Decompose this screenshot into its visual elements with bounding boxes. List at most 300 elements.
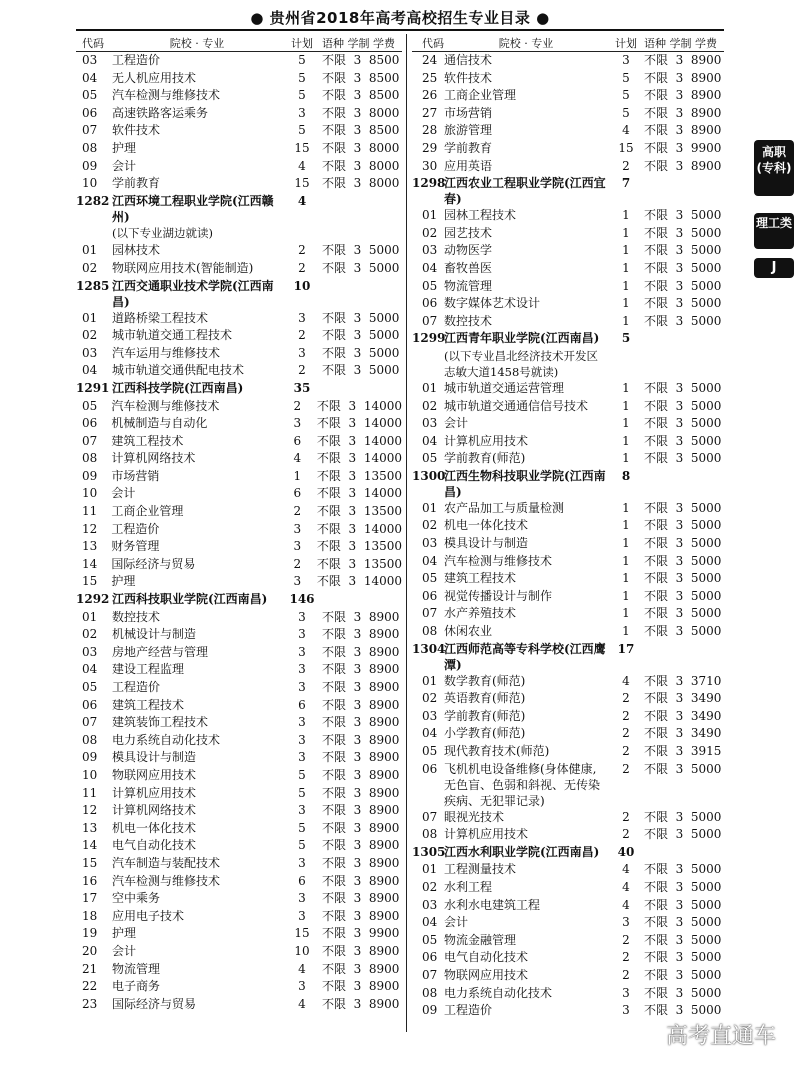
plan-cell: 3 [298, 105, 306, 120]
plan-cell: 1 [622, 433, 630, 448]
code-cell: 01 [82, 310, 98, 325]
major-row [76, 873, 402, 891]
code-cell: 05 [422, 451, 438, 466]
name-cell: 护理 [111, 574, 136, 589]
major-row [412, 985, 724, 1003]
major-row [412, 535, 724, 553]
code-cell: 08 [422, 827, 438, 842]
code-cell: 25 [422, 70, 438, 85]
code-cell: 07 [422, 606, 438, 621]
major-row [412, 450, 724, 468]
plan-cell: 1 [622, 243, 630, 258]
major-row [412, 553, 724, 571]
major-row [412, 225, 724, 243]
info-cell: 不限 3 3490 [644, 691, 722, 706]
info-cell: 不限 3 5000 [644, 897, 722, 912]
code-cell: 12 [82, 521, 98, 536]
major-row [76, 925, 402, 943]
code-cell: 12 [82, 803, 98, 818]
info-cell: 不限 3 5000 [644, 761, 722, 776]
plan-cell: 1 [622, 451, 630, 466]
header-code: 代码 [422, 36, 444, 50]
info-cell: 不限 3 8900 [322, 873, 400, 888]
major-row [76, 485, 402, 503]
info-cell: 不限 3 5000 [644, 553, 722, 568]
plan-cell: 2 [622, 708, 630, 723]
major-row [76, 140, 402, 158]
major-row [76, 837, 402, 855]
major-row [76, 345, 402, 363]
name-cell: 物流管理 [444, 278, 493, 293]
name-cell: 电力系统自动化技术 [112, 732, 221, 747]
name-cell: 模具设计与制造 [444, 536, 529, 551]
name-cell: 汽车检测与维修技术 [444, 553, 553, 568]
info-cell: 不限 3 3710 [644, 673, 722, 688]
watermark: 高考直通车 [665, 1024, 776, 1049]
name-cell: 物联网应用技术 [444, 967, 529, 982]
plan-cell: 5 [298, 767, 306, 782]
plan-cell: 2 [622, 744, 630, 758]
info-cell: 不限 3 9900 [322, 926, 400, 941]
code-cell: 08 [82, 732, 98, 747]
info-cell: 不限 3 8900 [322, 662, 400, 677]
major-row [76, 450, 402, 468]
code-cell: 05 [422, 278, 438, 293]
code-cell: 01 [422, 500, 438, 515]
info-cell: 不限 3 5000 [322, 260, 400, 275]
name-cell: 建设工程监理 [112, 662, 185, 677]
major-row [76, 70, 402, 88]
major-row [412, 260, 724, 278]
code-cell: 03 [422, 708, 438, 723]
major-row [76, 242, 402, 260]
name-cell: 农产品加工与质量检测 [444, 500, 565, 515]
plan-cell: 1 [293, 468, 302, 483]
name-cell: 会计 [112, 943, 137, 958]
name-cell: 机电一体化技术 [444, 518, 529, 533]
info-cell: 不限 3 5000 [322, 363, 400, 378]
name-cell: 视觉传播设计与制作 [444, 588, 553, 603]
major-row [412, 673, 724, 691]
plan-cell: 10 [293, 278, 311, 293]
name-cell: 汽车检测与维修技术 [112, 88, 221, 103]
plan-cell: 2 [622, 809, 630, 824]
info-cell: 不限 3 8900 [322, 785, 400, 800]
plan-cell: 1 [622, 208, 630, 223]
plan-cell: 4 [622, 897, 630, 912]
name-cell: 机电一体化技术 [112, 820, 197, 835]
plan-cell: 15 [618, 140, 634, 155]
name-cell: 电气自动化技术 [112, 838, 197, 853]
major-row [412, 278, 724, 296]
plan-cell: 146 [289, 592, 315, 607]
info-cell: 不限 3 5000 [644, 606, 722, 621]
name-cell: 数学教育(师范) [444, 673, 526, 688]
plan-cell: 1 [622, 500, 630, 515]
info-cell: 不限 3 8900 [644, 105, 722, 120]
info-cell: 不限 3 8900 [322, 609, 400, 624]
page-title: ● 贵州省2018年高考高校招生专业目录 ● [250, 9, 550, 27]
code-cell: 04 [82, 363, 98, 378]
header-code: 代码 [82, 36, 104, 50]
plan-cell: 15 [294, 140, 310, 155]
major-row [412, 897, 724, 915]
name-cell: 飞机机电设备维修(身体健康,无色盲、色弱和斜视、无传染疾病、无犯罪记录) [444, 761, 601, 808]
name-cell: 园林工程技术 [444, 208, 517, 223]
name-cell: 学前教育 [112, 176, 161, 191]
info-cell: 不限 3 5000 [644, 380, 722, 395]
plan-cell: 3 [622, 1003, 630, 1018]
school-row [76, 193, 402, 225]
plan-cell: 5 [298, 123, 306, 138]
right-table-header [412, 34, 724, 52]
code-cell: 07 [82, 433, 98, 448]
plan-cell: 2 [622, 827, 630, 842]
code-cell: 03 [82, 644, 98, 659]
code-cell: 08 [422, 624, 438, 639]
code-cell: 05 [422, 932, 438, 947]
name-cell: 畜牧兽医 [444, 260, 493, 275]
name-cell: 护理 [112, 926, 137, 941]
plan-cell: 5 [298, 785, 306, 800]
header-name: 院校 · 专业 [498, 36, 554, 50]
tab-vocational[interactable]: 高职(专科) [754, 140, 794, 196]
major-row [76, 996, 402, 1014]
name-cell: 物联网应用技术 [112, 767, 197, 782]
plan-cell: 4 [622, 123, 630, 138]
plan-cell: 7 [621, 176, 631, 191]
info-cell: 不限 3 8900 [644, 53, 722, 67]
school-row [412, 175, 724, 207]
name-cell: 电气自动化技术 [444, 950, 529, 965]
code-cell: 1292 [76, 592, 110, 607]
major-row [412, 690, 724, 708]
school-row [76, 591, 402, 609]
plan-cell: 6 [298, 697, 306, 712]
info-cell: 不限 3 8900 [322, 627, 400, 642]
code-cell: 04 [422, 260, 438, 275]
name-cell: 工程测量技术 [444, 862, 517, 877]
info-cell: 不限 3 5000 [644, 518, 722, 533]
major-row [412, 932, 724, 950]
major-row [76, 697, 402, 715]
name-cell: 国际经济与贸易 [112, 996, 197, 1011]
info-cell: 不限 3 8000 [322, 176, 400, 191]
plan-cell: 4 [298, 158, 306, 173]
code-cell: 09 [82, 468, 98, 483]
plan-cell: 5 [298, 88, 306, 103]
code-cell: 08 [422, 985, 438, 1000]
plan-cell: 3 [298, 345, 306, 360]
major-row [76, 679, 402, 697]
title-rule [76, 29, 724, 31]
plan-cell: 4 [297, 193, 307, 208]
info-cell: 不限 3 8900 [322, 838, 400, 853]
major-row [412, 207, 724, 225]
code-cell: 06 [422, 296, 438, 311]
code-cell: 06 [422, 588, 438, 603]
code-cell: 1282 [76, 193, 110, 208]
name-cell: 学前教育(师范) [444, 708, 526, 723]
plan-cell: 15 [294, 926, 310, 941]
code-cell: 06 [82, 416, 98, 431]
info-cell: 不限 3 5000 [644, 588, 722, 603]
plan-cell: 4 [298, 961, 306, 976]
info-cell: 不限 3 5000 [644, 862, 722, 877]
name-cell: 电力系统自动化技术 [444, 985, 553, 1000]
school-row [76, 380, 402, 398]
code-cell: 04 [422, 726, 438, 741]
name-cell: 小学教育(师范) [444, 726, 526, 741]
plan-cell: 2 [622, 761, 630, 776]
code-cell: 02 [422, 691, 438, 706]
code-cell: 15 [82, 855, 98, 870]
code-cell: 1298 [412, 176, 446, 191]
name-cell: 国际经济与贸易 [111, 556, 196, 571]
code-cell: 03 [422, 416, 438, 431]
info-cell: 不限 3 14000 [316, 433, 402, 448]
code-cell: 07 [82, 715, 98, 730]
info-cell: 不限 3 5000 [644, 932, 722, 947]
code-cell: 24 [422, 53, 438, 67]
name-cell: 通信技术 [444, 53, 493, 67]
plan-cell: 3 [293, 521, 302, 536]
major-row [76, 175, 402, 193]
header-name: 院校 · 专业 [169, 36, 225, 50]
name-cell: 汽车检测与维修技术 [111, 398, 220, 413]
header-info: 语种 学制 学费 [644, 36, 717, 50]
code-cell: 06 [422, 761, 438, 776]
code-cell: 02 [82, 260, 98, 275]
plan-cell: 1 [622, 398, 630, 413]
plan-cell: 2 [622, 967, 630, 982]
name-cell: 软件技术 [112, 123, 161, 138]
name-cell: 工程造价 [111, 521, 160, 536]
major-row [412, 158, 724, 176]
major-row [412, 52, 724, 70]
major-row [76, 105, 402, 123]
name-cell: 水产养殖技术 [444, 606, 517, 621]
plan-cell: 5 [621, 331, 631, 346]
name-cell: 护理 [112, 140, 137, 155]
major-row [412, 570, 724, 588]
code-cell: 14 [82, 556, 98, 571]
code-cell: 30 [422, 158, 438, 173]
major-row [76, 908, 402, 926]
major-row [412, 605, 724, 623]
name-cell: 计算机网络技术 [112, 803, 197, 818]
plan-cell: 6 [293, 486, 302, 501]
column-divider [406, 34, 407, 1032]
plan-cell: 1 [622, 416, 630, 431]
plan-cell: 2 [622, 950, 630, 965]
plan-cell: 5 [298, 838, 306, 853]
name-cell: 江西生物科技职业学院(江西南昌) [444, 468, 606, 499]
school-row [412, 641, 724, 673]
plan-cell: 2 [298, 243, 306, 258]
code-cell: 02 [82, 627, 98, 642]
major-row [412, 861, 724, 879]
right-rows [412, 52, 724, 1020]
info-cell: 不限 3 8900 [322, 803, 400, 818]
code-cell: 04 [422, 915, 438, 930]
name-cell: 会计 [112, 158, 137, 173]
major-row [76, 749, 402, 767]
plan-cell: 1 [622, 536, 630, 551]
code-cell: 1299 [412, 331, 446, 346]
name-cell: 工商企业管理 [444, 88, 517, 103]
name-cell: 城市轨道交通运营管理 [444, 380, 565, 395]
code-cell: 06 [82, 697, 98, 712]
header-plan: 计划 [291, 36, 313, 50]
info-cell: 不限 3 5000 [644, 536, 722, 551]
name-cell: 水利工程 [444, 879, 493, 894]
major-row [412, 398, 724, 416]
name-cell: 应用英语 [444, 158, 493, 173]
major-row [76, 978, 402, 996]
name-cell: 江西师范高等专科学校(江西鹰潭) [444, 641, 606, 672]
code-cell: 19 [82, 926, 98, 941]
code-cell: 05 [82, 398, 98, 413]
plan-cell: 5 [298, 53, 306, 67]
info-cell: 不限 3 5000 [644, 1003, 722, 1018]
info-cell: 不限 3 8500 [322, 53, 400, 67]
plan-cell: 4 [622, 673, 630, 688]
name-cell: 汽车运用与维修技术 [112, 345, 221, 360]
major-row [76, 503, 402, 521]
info-cell: 不限 3 5000 [644, 313, 722, 328]
major-row [412, 87, 724, 105]
tab-letter-j[interactable]: J [754, 258, 794, 278]
code-cell: 1305 [412, 844, 446, 859]
code-cell: 09 [82, 750, 98, 765]
code-cell: 10 [82, 176, 98, 191]
name-cell: 建筑工程技术 [444, 571, 517, 586]
code-cell: 20 [82, 943, 98, 958]
info-cell: 不限 3 8900 [322, 750, 400, 765]
header-info: 语种 学制 学费 [322, 36, 395, 50]
code-cell: 04 [82, 70, 98, 85]
info-cell: 不限 3 14000 [316, 574, 402, 589]
plan-cell: 3 [298, 627, 306, 642]
plan-cell: 1 [622, 518, 630, 533]
major-row [76, 327, 402, 345]
plan-cell: 2 [298, 260, 306, 275]
name-cell: 物联网应用技术(智能制造) [112, 260, 254, 275]
code-cell: 1291 [76, 380, 110, 395]
header-plan: 计划 [615, 36, 637, 50]
name-cell: 空中乘务 [112, 891, 161, 906]
left-column [76, 34, 402, 1013]
major-row [76, 433, 402, 451]
info-cell: 不限 3 5000 [644, 950, 722, 965]
info-cell: 不限 3 3915 [644, 744, 722, 758]
major-row [76, 802, 402, 820]
code-cell: 05 [422, 571, 438, 586]
major-row [76, 122, 402, 140]
info-cell: 不限 3 8900 [322, 891, 400, 906]
code-cell: 11 [82, 504, 98, 519]
code-cell: 08 [82, 451, 98, 466]
name-cell: 市场营销 [111, 468, 160, 483]
major-row [412, 809, 724, 827]
code-cell: 15 [82, 574, 98, 589]
code-cell: 1285 [76, 278, 110, 293]
name-cell: 数字媒体艺术设计 [444, 296, 541, 311]
info-cell: 不限 3 5000 [644, 243, 722, 258]
info-cell: 不限 3 8900 [322, 715, 400, 730]
name-cell: 工程造价 [112, 680, 161, 694]
code-cell: 10 [82, 486, 98, 501]
info-cell: 不限 3 14000 [316, 521, 402, 536]
code-cell: 05 [82, 88, 98, 103]
info-cell: 不限 3 5000 [644, 225, 722, 240]
code-cell: 02 [422, 225, 438, 240]
code-cell: 04 [422, 433, 438, 448]
info-cell: 不限 3 13500 [316, 504, 402, 519]
major-row [412, 967, 724, 985]
plan-cell: 2 [293, 504, 302, 519]
major-row [412, 313, 724, 331]
plan-cell: 1 [622, 225, 630, 240]
code-cell: 03 [82, 53, 98, 67]
info-cell: 不限 3 8500 [322, 70, 400, 85]
left-rows [76, 52, 402, 1013]
info-cell: 不限 3 8000 [322, 158, 400, 173]
code-cell: 1304 [412, 641, 446, 656]
tab-science-engineering[interactable]: 理工类 [754, 213, 794, 249]
info-cell: 不限 3 8000 [322, 140, 400, 155]
info-cell: 不限 3 8900 [322, 767, 400, 782]
major-row [412, 761, 724, 809]
code-cell: 01 [82, 609, 98, 624]
school-row [412, 330, 724, 348]
info-cell: 不限 3 8900 [322, 732, 400, 747]
name-cell: 计算机应用技术 [112, 785, 197, 800]
info-cell: 不限 3 8900 [322, 908, 400, 923]
info-cell: 不限 3 13500 [316, 556, 402, 571]
name-cell: 江西农业工程职业学院(江西宜春) [444, 176, 606, 207]
major-row [76, 855, 402, 873]
school-row [76, 278, 402, 310]
major-row [76, 714, 402, 732]
plan-cell: 15 [294, 176, 310, 191]
code-cell: 26 [422, 88, 438, 103]
major-row [76, 398, 402, 416]
plan-cell: 3 [298, 855, 306, 870]
info-cell: 不限 3 5000 [644, 433, 722, 448]
name-cell: 现代教育技术(师范) [444, 744, 550, 758]
code-cell: 28 [422, 123, 438, 138]
code-cell: 02 [82, 328, 98, 343]
code-cell: 07 [422, 967, 438, 982]
code-cell: 09 [82, 158, 98, 173]
code-cell: 17 [82, 891, 98, 906]
major-row [76, 609, 402, 627]
major-row [412, 517, 724, 535]
code-cell: 09 [422, 1003, 438, 1018]
code-cell: 01 [82, 243, 98, 258]
plan-cell: 4 [622, 862, 630, 877]
info-cell: 不限 3 8900 [322, 820, 400, 835]
name-cell: 机械制造与自动化 [111, 416, 208, 431]
name-cell: 计算机应用技术 [444, 827, 529, 842]
major-row [76, 626, 402, 644]
plan-cell: 3 [293, 574, 302, 589]
info-cell: 不限 3 8900 [322, 697, 400, 712]
plan-cell: 5 [622, 88, 630, 103]
info-cell: 不限 3 14000 [316, 416, 402, 431]
